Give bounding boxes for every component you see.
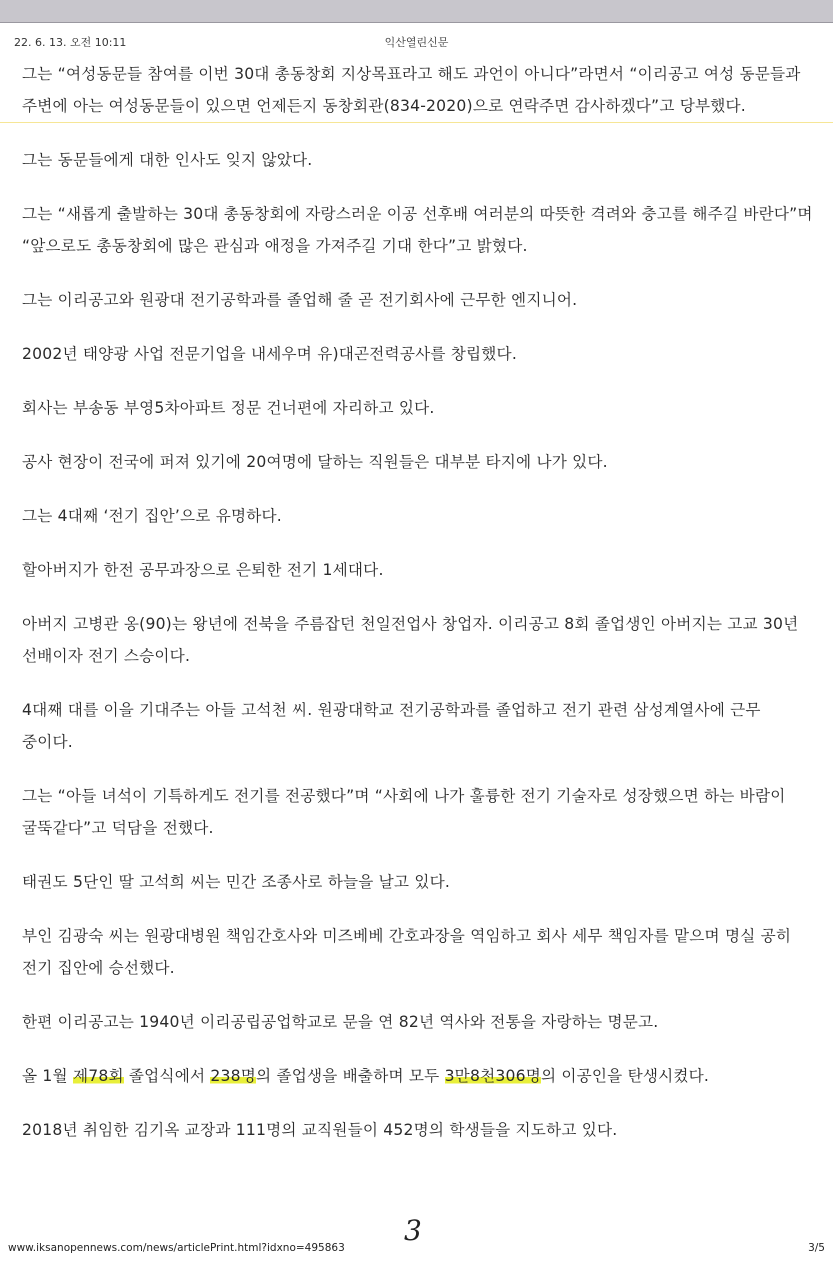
paragraph: 그는 “아들 녀석이 기특하게도 전기를 전공했다”며 “사회에 나가 훌륭한 전기 기술자로 성장했으면 하는 바람이 굴뚝같다”고 덕담을 전했다. bbox=[22, 787, 786, 837]
page-counter: 3/5 bbox=[808, 1242, 825, 1254]
text-segment: 올 1월 bbox=[22, 1067, 73, 1085]
print-date: 22. 6. 13. 오전 10:11 bbox=[14, 36, 127, 49]
article-body bbox=[22, 58, 814, 1168]
paragraph: 할아버지가 한전 공무과장으로 은퇴한 전기 1세대다. bbox=[22, 561, 384, 579]
highlighted-text: 제78회 bbox=[72, 1067, 124, 1085]
paragraph: 그는 “새롭게 출발하는 30대 총동창회에 자랑스러운 이공 선후배 여러분의 따뜻한 격려와 충고를 해주길 바란다”며 “앞으로도 총동창회에 많은 관심과 애정을 가져주길 기대 한다”고 밝혔다. bbox=[22, 205, 813, 255]
highlighted-text: 3만8천306명 bbox=[444, 1067, 541, 1085]
text-segment: 의 이공인을 탄생시켰다. bbox=[540, 1067, 710, 1085]
paragraph: 한편 이리공고는 1940년 이리공립공업학교로 문을 연 82년 역사와 전통을 자랑하는 명문고. bbox=[22, 1013, 659, 1031]
print-header bbox=[0, 32, 833, 50]
paragraph: 그는 4대째 ‘전기 집안’으로 유명하다. bbox=[22, 507, 282, 525]
paragraph: 그는 “여성동문들 참여를 이번 30대 총동창회 지상목표라고 해도 과언이 아니다”라면서 “이리공고 여성 동문들과 주변에 아는 여성동문들이 있으면 언제든지 동창회관(834-2020)으로 연락주면 감사하겠다”고 당부했다. bbox=[22, 65, 801, 115]
paragraph: 부인 김광숙 씨는 원광대병원 책임간호사와 미즈베베 간호과장을 역임하고 회사 세무 책임자를 맡으며 명실 공히 전기 집안에 승선했다. bbox=[22, 927, 792, 977]
site-name: 익산열린신문 bbox=[384, 36, 449, 49]
paragraph: 2018년 취임한 김기옥 교장과 111명의 교직원들이 452명의 학생들을 지도하고 있다. bbox=[22, 1121, 618, 1139]
article-url: www.iksanopennews.com/news/articlePrint.html?idxno=495863 bbox=[8, 1242, 345, 1254]
browser-top-bar bbox=[0, 0, 833, 23]
paragraph: 그는 이리공고와 원광대 전기공학과를 졸업해 줄 곧 전기회사에 근무한 엔지니어. bbox=[22, 291, 578, 309]
text-segment: 의 졸업생을 배출하며 모두 bbox=[256, 1067, 445, 1085]
paragraph: 공사 현장이 전국에 퍼져 있기에 20여명에 달하는 직원들은 대부분 타지에 나가 있다. bbox=[22, 453, 608, 471]
paragraph: 4대째 대를 이을 기대주는 아들 고석천 씨. 원광대학교 전기공학과를 졸업하고 전기 관련 삼성계열사에 근무 중이다. bbox=[22, 701, 761, 751]
print-footer bbox=[0, 1240, 833, 1258]
paragraph: 그는 동문들에게 대한 인사도 잊지 않았다. bbox=[22, 151, 313, 169]
paragraph: 회사는 부송동 부영5차아파트 정문 건너편에 자리하고 있다. bbox=[22, 399, 435, 417]
paragraph: 아버지 고병관 옹(90)는 왕년에 전북을 주름잡던 천일전업사 창업자. 이리공고 8회 졸업생인 아버지는 고교 30년 선배이자 전기 스승이다. bbox=[22, 615, 799, 665]
handwritten-page-number: 3 bbox=[404, 1214, 422, 1247]
paragraph: 2002년 태양광 사업 전문기업을 내세우며 유)대곤전력공사를 창립했다. bbox=[22, 345, 517, 363]
highlighted-text: 238명 bbox=[210, 1067, 257, 1085]
paragraph: 태권도 5단인 딸 고석희 씨는 민간 조종사로 하늘을 날고 있다. bbox=[22, 873, 451, 891]
text-segment: 졸업식에서 bbox=[123, 1067, 211, 1085]
highlighted-paragraph bbox=[22, 1060, 814, 1092]
